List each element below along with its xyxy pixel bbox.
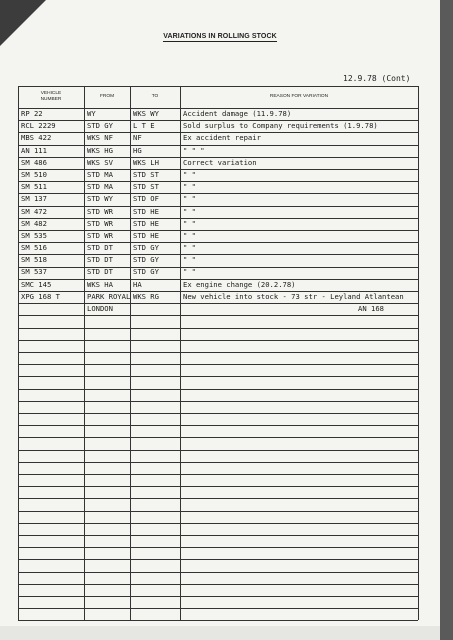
reason-cell — [180, 583, 418, 595]
from-cell: STD DT — [87, 255, 113, 265]
vehicle-number-cell: SM 537 — [21, 267, 47, 277]
vehicle-number-cell — [18, 474, 84, 486]
vehicle-number-cell — [18, 535, 84, 547]
reason-cell — [180, 425, 418, 437]
from-cell: WKS SV — [87, 157, 113, 167]
empty-table-row — [18, 535, 418, 547]
reason-cell — [180, 437, 418, 449]
table-row — [18, 242, 418, 254]
to-cell — [130, 425, 180, 437]
row-rule — [18, 193, 418, 194]
vehicle-number-cell: SMC 145 — [21, 279, 52, 289]
vehicle-number-cell — [18, 547, 84, 559]
to-cell — [130, 498, 180, 510]
to-cell — [130, 474, 180, 486]
vehicle-number-cell — [18, 510, 84, 522]
vehicle-number-cell: SM 510 — [21, 169, 47, 179]
table-row — [18, 157, 418, 169]
row-rule — [18, 486, 418, 487]
vehicle-number-cell — [18, 303, 84, 315]
row-rule — [18, 413, 418, 414]
row-rule — [18, 340, 418, 341]
row-rule — [18, 218, 418, 219]
from-cell — [84, 461, 130, 473]
vehicle-number-cell — [18, 486, 84, 498]
row-rule — [18, 279, 418, 280]
vehicle-number-cell — [18, 352, 84, 364]
empty-table-row — [18, 376, 418, 388]
empty-table-row — [18, 437, 418, 449]
empty-table-row — [18, 547, 418, 559]
vehicle-number-cell — [18, 376, 84, 388]
reason-cell: Correct variation — [183, 157, 257, 167]
vehicle-number-cell: SM 535 — [21, 230, 47, 240]
header-vehicle-number: VEHICLE NUMBER — [40, 91, 62, 102]
column-rule — [18, 86, 19, 620]
from-cell: STD WR — [87, 218, 113, 228]
to-cell: STD HE — [133, 206, 159, 216]
row-rule — [18, 181, 418, 182]
row-rule — [18, 145, 418, 146]
vehicle-number-cell: RP 22 — [21, 109, 43, 118]
reason-cell — [180, 449, 418, 461]
empty-table-row — [18, 498, 418, 510]
from-cell — [84, 364, 130, 376]
from-cell — [84, 535, 130, 547]
from-cell — [84, 449, 130, 461]
empty-table-row — [18, 401, 418, 413]
from-cell: WKS HG — [87, 145, 113, 155]
table-row — [18, 120, 418, 132]
empty-table-row — [18, 413, 418, 425]
from-cell: STD WY — [87, 194, 113, 204]
to-cell: HG — [133, 145, 142, 155]
row-rule — [18, 364, 418, 365]
row-rule — [18, 474, 418, 475]
row-rule — [18, 389, 418, 390]
reason-cell: " " — [183, 230, 196, 240]
row-rule — [18, 291, 418, 292]
empty-table-row — [18, 340, 418, 352]
to-cell: STD GY — [133, 267, 159, 277]
reason-cell — [180, 388, 418, 400]
to-cell — [130, 583, 180, 595]
table-row — [18, 169, 418, 181]
empty-table-row — [18, 559, 418, 571]
reason-cell: Sold surplus to Company requirements (1.9.78) — [183, 121, 378, 131]
to-cell — [130, 352, 180, 364]
empty-table-row — [18, 352, 418, 364]
row-rule — [18, 620, 418, 621]
row-rule — [18, 584, 418, 585]
to-cell — [130, 315, 180, 327]
reason-cell — [180, 498, 418, 510]
reason-cell — [180, 596, 418, 608]
vehicle-number-cell — [18, 340, 84, 352]
vehicle-number-cell: MBS 422 — [21, 133, 52, 143]
to-cell — [130, 327, 180, 339]
reason-cell: Ex engine change (20.2.78) — [183, 279, 296, 289]
reason-cell — [180, 413, 418, 425]
row-rule — [18, 315, 418, 316]
to-cell: STD GY — [133, 255, 159, 265]
empty-table-row — [18, 388, 418, 400]
page-bottom-edge — [0, 626, 440, 640]
row-rule — [18, 328, 418, 329]
row-rule — [18, 120, 418, 121]
from-cell: PARK ROYAL — [87, 291, 131, 301]
row-rule — [18, 596, 418, 597]
table-row — [18, 145, 418, 157]
to-cell — [130, 388, 180, 400]
from-cell — [84, 486, 130, 498]
empty-table-row — [18, 522, 418, 534]
reason-cell — [180, 352, 418, 364]
vehicle-number-cell: SM 516 — [21, 243, 47, 253]
to-cell: L T E — [133, 121, 155, 131]
empty-table-row — [18, 461, 418, 473]
table-row — [18, 108, 418, 120]
from-cell — [84, 608, 130, 620]
from-cell: STD GY — [87, 121, 113, 131]
empty-table-row — [18, 486, 418, 498]
reason-cell — [180, 535, 418, 547]
variations-table — [18, 86, 418, 620]
vehicle-number-cell — [18, 571, 84, 583]
row-rule — [18, 303, 418, 304]
reason-cell — [180, 474, 418, 486]
to-cell: HA — [133, 279, 142, 289]
from-cell — [84, 327, 130, 339]
to-cell — [130, 364, 180, 376]
empty-table-row — [18, 327, 418, 339]
to-cell: STD GY — [133, 243, 159, 253]
vehicle-number-cell: SM 511 — [21, 182, 47, 192]
vehicle-number-cell — [18, 449, 84, 461]
column-rule — [180, 86, 181, 620]
from-cell: STD WR — [87, 206, 113, 216]
reason-cell — [180, 510, 418, 522]
to-cell: WKS LH — [133, 157, 159, 167]
to-cell — [130, 376, 180, 388]
vehicle-number-cell — [18, 437, 84, 449]
vehicle-number-cell: SM 137 — [21, 194, 47, 204]
from-cell — [84, 559, 130, 571]
reason-cell — [180, 327, 418, 339]
table-row — [18, 291, 418, 303]
from-cell — [84, 388, 130, 400]
from-cell: STD MA — [87, 182, 113, 192]
from-cell — [84, 376, 130, 388]
from-cell — [84, 547, 130, 559]
row-rule — [18, 437, 418, 438]
vehicle-number-cell: SM 482 — [21, 218, 47, 228]
vehicle-number-cell — [18, 401, 84, 413]
empty-table-row — [18, 596, 418, 608]
row-rule — [18, 267, 418, 268]
table-row — [18, 303, 418, 315]
table-row — [18, 193, 418, 205]
row-rule — [18, 230, 418, 231]
to-cell — [130, 596, 180, 608]
reason-cell — [180, 486, 418, 498]
reason-cell — [180, 401, 418, 413]
table-row — [18, 181, 418, 193]
to-cell: STD HE — [133, 218, 159, 228]
empty-table-row — [18, 449, 418, 461]
column-rule — [418, 86, 419, 620]
vehicle-number-cell — [18, 559, 84, 571]
from-cell — [84, 583, 130, 595]
to-cell — [130, 340, 180, 352]
from-cell: STD MA — [87, 169, 113, 179]
vehicle-number-cell — [18, 498, 84, 510]
to-cell — [130, 510, 180, 522]
vehicle-number-cell: SM 486 — [21, 157, 47, 167]
vehicle-number-cell — [18, 315, 84, 327]
to-cell — [130, 608, 180, 620]
from-cell — [84, 498, 130, 510]
row-rule — [18, 462, 418, 463]
header-reason: REASON FOR VARIATION — [269, 94, 329, 99]
to-cell — [130, 559, 180, 571]
from-cell — [84, 474, 130, 486]
row-rule — [18, 523, 418, 524]
to-cell — [130, 486, 180, 498]
reason-cell: " " — [183, 169, 196, 179]
reason-cell: " " — [183, 194, 196, 204]
row-rule — [18, 206, 418, 207]
header-from: FROM — [99, 94, 115, 99]
row-rule — [18, 511, 418, 512]
row-rule — [18, 572, 418, 573]
vehicle-number-cell: AN 111 — [21, 145, 47, 155]
from-cell — [84, 437, 130, 449]
row-rule — [18, 425, 418, 426]
from-cell — [84, 413, 130, 425]
reason-cell: " " — [183, 182, 196, 192]
to-cell: WKS RG — [133, 291, 159, 301]
to-cell — [130, 547, 180, 559]
from-cell — [84, 571, 130, 583]
row-rule — [18, 450, 418, 451]
column-rule — [130, 86, 131, 620]
to-cell — [130, 401, 180, 413]
reason-cell — [180, 608, 418, 620]
reason-cell: " " — [183, 218, 196, 228]
from-cell: WKS NF — [87, 133, 113, 143]
to-cell: STD HE — [133, 230, 159, 240]
table-row — [18, 132, 418, 144]
reason-cell — [180, 364, 418, 376]
from-cell — [84, 315, 130, 327]
vehicle-number-cell: XPG 168 T — [21, 291, 60, 301]
from-cell: WY — [87, 109, 96, 118]
empty-table-row — [18, 315, 418, 327]
from-cell — [84, 596, 130, 608]
reason-cell: " " — [183, 267, 196, 277]
table-row — [18, 254, 418, 266]
empty-table-row — [18, 425, 418, 437]
vehicle-number-cell — [18, 425, 84, 437]
to-cell — [130, 303, 180, 315]
vehicle-number-cell — [18, 522, 84, 534]
reason-cell — [180, 571, 418, 583]
reason-cell: " " " — [183, 145, 205, 155]
date-label: 12.9.78 (Cont) — [343, 74, 411, 83]
row-rule — [18, 254, 418, 255]
vehicle-number-cell: RCL 2229 — [21, 121, 56, 131]
column-rule — [84, 86, 85, 620]
row-rule — [18, 108, 418, 109]
to-cell — [130, 413, 180, 425]
to-cell: STD ST — [133, 169, 159, 179]
to-cell — [130, 449, 180, 461]
from-cell: LONDON — [87, 304, 113, 313]
vehicle-number-cell — [18, 364, 84, 376]
header-to: TO — [151, 94, 159, 99]
reason-cell — [180, 376, 418, 388]
from-cell — [84, 425, 130, 437]
reason-cell: " " — [183, 243, 196, 253]
row-rule — [18, 608, 418, 609]
row-rule — [18, 498, 418, 499]
empty-table-row — [18, 510, 418, 522]
empty-table-row — [18, 364, 418, 376]
row-rule — [18, 376, 418, 377]
from-cell: STD DT — [87, 267, 113, 277]
row-rule — [18, 169, 418, 170]
from-cell — [84, 522, 130, 534]
to-cell — [130, 571, 180, 583]
row-rule — [18, 352, 418, 353]
table-row — [18, 230, 418, 242]
row-rule — [18, 535, 418, 536]
to-cell: NF — [133, 133, 142, 143]
row-rule — [18, 559, 418, 560]
to-cell — [130, 461, 180, 473]
from-cell: STD DT — [87, 243, 113, 253]
to-cell — [130, 522, 180, 534]
empty-table-row — [18, 571, 418, 583]
table-row — [18, 218, 418, 230]
reason-cell: Accident damage (11.9.78) — [183, 109, 292, 118]
to-cell: WKS WY — [133, 109, 159, 118]
row-rule — [18, 157, 418, 158]
vehicle-number-cell — [18, 583, 84, 595]
row-rule — [18, 401, 418, 402]
to-cell: STD OF — [133, 194, 159, 204]
row-rule — [18, 132, 418, 133]
vehicle-number-cell — [18, 327, 84, 339]
empty-table-row — [18, 608, 418, 620]
from-cell — [84, 401, 130, 413]
to-cell: STD ST — [133, 182, 159, 192]
row-rule — [18, 86, 418, 87]
reason-cell: New vehicle into stock - 73 str - Leyland Atlantean — [183, 291, 404, 301]
reason-cell — [180, 461, 418, 473]
row-rule — [18, 547, 418, 548]
row-rule — [18, 242, 418, 243]
empty-table-row — [18, 583, 418, 595]
reason-cell — [180, 315, 418, 327]
from-cell — [84, 510, 130, 522]
vehicle-number-cell — [18, 596, 84, 608]
vehicle-number-cell — [18, 608, 84, 620]
page-title: VARIATIONS IN ROLLING STOCK — [163, 33, 277, 40]
reason-cell — [180, 559, 418, 571]
vehicle-number-cell — [18, 461, 84, 473]
vehicle-number-cell — [18, 388, 84, 400]
to-cell — [130, 535, 180, 547]
vehicle-number-cell: SM 472 — [21, 206, 47, 216]
vehicle-number-cell — [18, 413, 84, 425]
reason-cell: AN 168 — [358, 304, 384, 313]
from-cell: WKS HA — [87, 279, 113, 289]
table-header — [18, 86, 418, 108]
from-cell — [84, 340, 130, 352]
empty-table-row — [18, 474, 418, 486]
table-row — [18, 279, 418, 291]
vehicle-number-cell: SM 518 — [21, 255, 47, 265]
from-cell: STD WR — [87, 230, 113, 240]
table-row — [18, 206, 418, 218]
table-row — [18, 266, 418, 278]
to-cell — [130, 437, 180, 449]
reason-cell: " " — [183, 255, 196, 265]
reason-cell — [180, 340, 418, 352]
reason-cell: " " — [183, 206, 196, 216]
reason-cell — [180, 547, 418, 559]
reason-cell: Ex accident repair — [183, 133, 261, 143]
from-cell — [84, 352, 130, 364]
reason-cell — [180, 522, 418, 534]
